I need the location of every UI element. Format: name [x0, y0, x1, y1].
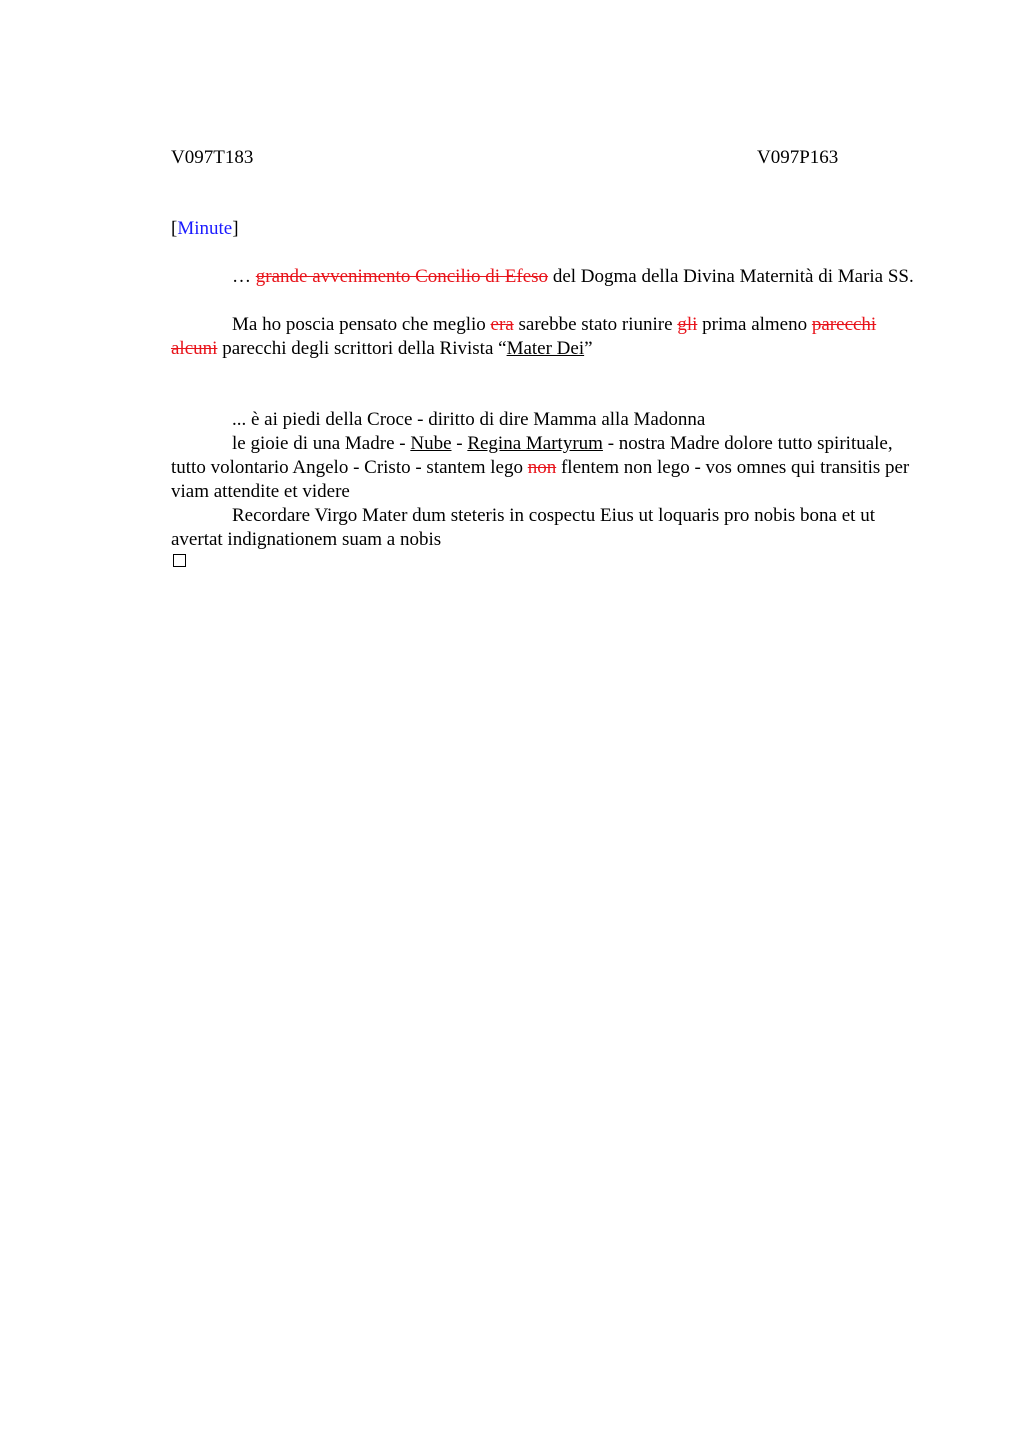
section-label-text: Minute — [177, 218, 233, 239]
paragraph-3: ... è ai piedi della Croce - diritto di dire Mamma alla Madonna — [232, 409, 706, 430]
p1-text: del Dogma della Divina Maternità di Maria SS. — [548, 266, 914, 287]
p1-deleted-text: grande avvenimento Concilio di Efeso — [255, 266, 549, 287]
p2-deleted-4: alcuni — [171, 338, 218, 359]
p4-text-1: le gioie di una Madre - — [232, 433, 411, 454]
p2-deleted-3: parecchi — [811, 314, 877, 335]
checkbox-icon — [173, 554, 186, 567]
p4-text-4: flentem non lego - vos omnes qui transitis per viam attendite et videre — [171, 457, 910, 502]
p2-text-5: parecchi degli scrittori della Rivista “ — [217, 338, 507, 359]
paragraph-2 — [171, 313, 916, 361]
p2-text-1: Ma ho poscia pensato che meglio — [232, 314, 491, 335]
section-label — [171, 218, 239, 240]
bracket-open: [ — [171, 218, 178, 239]
document-code-right: V097P163 — [757, 147, 839, 168]
p2-text-3: prima almeno — [697, 314, 812, 335]
p4-text-2: - — [451, 433, 468, 454]
p4-text-3: - nostra Madre dolore tutto spirituale, tutto volontario Angelo - Cristo - stantem lego — [171, 433, 893, 478]
p1-lead: … — [232, 266, 256, 287]
paragraph-1 — [171, 265, 916, 289]
paragraph-4 — [171, 432, 916, 504]
p4-underlined-1: Nube — [410, 433, 452, 454]
p2-deleted-1: era — [490, 314, 514, 335]
p4-underlined-2: Regina Martyrum — [467, 433, 603, 454]
document-code-left: V097T183 — [171, 147, 254, 168]
p2-deleted-2: gli — [677, 314, 698, 335]
p2-underlined-title: Mater Dei — [506, 338, 585, 359]
p2-text-6: ” — [584, 338, 593, 359]
p2-text-2: sarebbe stato riunire — [513, 314, 678, 335]
paragraph-5: Recordare Virgo Mater dum steteris in cospectu Eius ut loquaris pro nobis bona et ut avertat indignationem suam a nobis — [171, 505, 875, 550]
bracket-close: ] — [232, 218, 239, 239]
p4-deleted-1: non — [527, 457, 557, 478]
